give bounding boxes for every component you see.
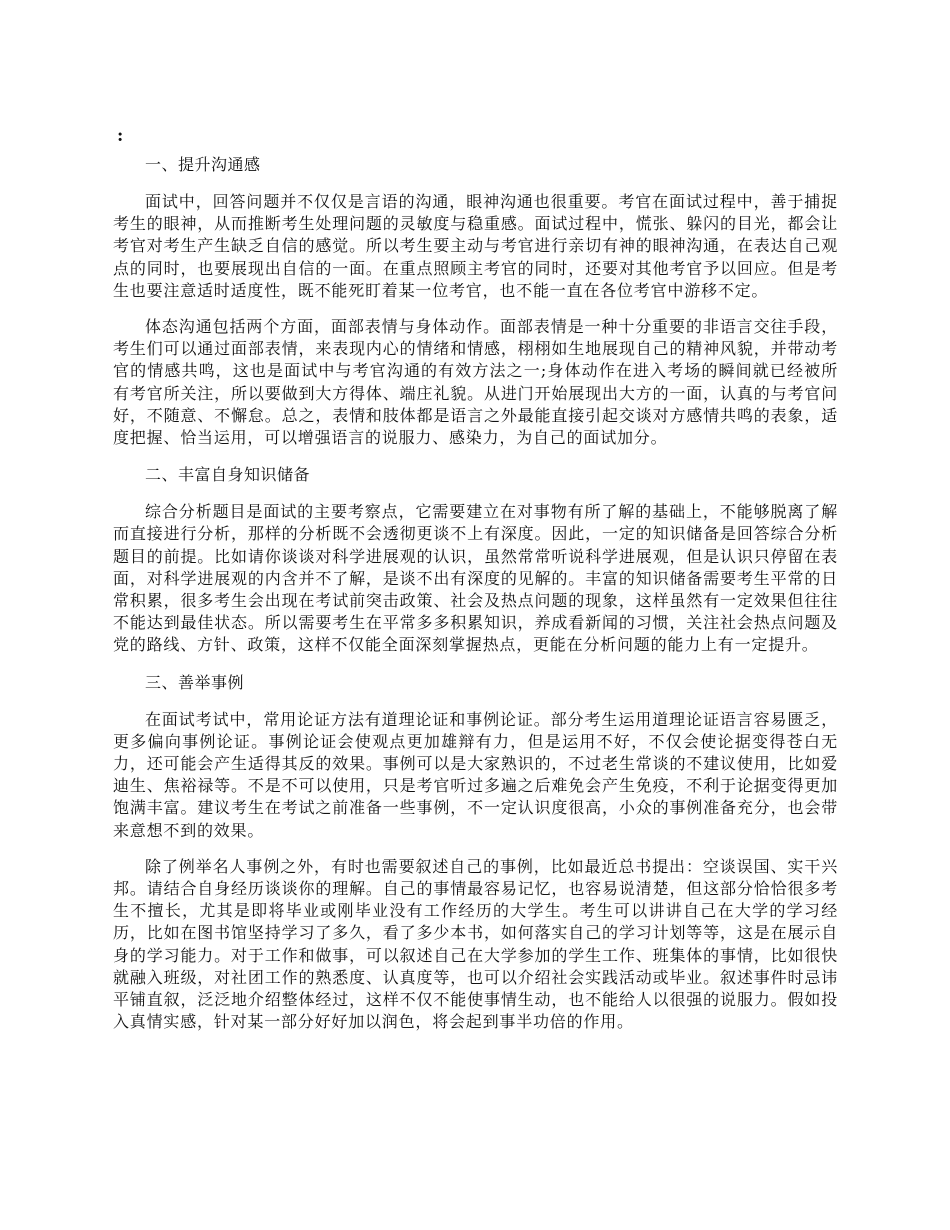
section-heading: 一、提升沟通感 [145, 155, 261, 174]
paragraph: 综合分析题目是面试的主要考察点，它需要建立在对事物有所了解的基础上，不能够脱离了解而直接进行分析，那样的分析既不会透彻更谈不上有深度。因此，一定的知识储备是回答综合分析题目的前提。比如请你谈谈对科学进展观的认识，虽然常常听说科学进展观，但是认识只停留在表面，对科学进展观的内含并不了解，是谈不出有深度的见解的。丰富的知识储备需要考生平常的日常积累，很多考生会出现在考试前突击政策、社会及热点问题的现象，这样虽然有一定效果但往往不能达到最佳状态。所以需要考生在平常多多积累知识，养成看新闻的习惯，关注社会热点问题及党的路线、方针、政策，这样不仅能全面深刻掌握热点，更能在分析问题的能力上有一定提升。 [113, 502, 838, 655]
paragraph: 面试中，回答问题并不仅仅是言语的沟通，眼神沟通也很重要。考官在面试过程中，善于捕捉考生的眼神，从而推断考生处理问题的灵敏度与稳重感。面试过程中，慌张、躲闪的目光，都会让考官对考生产生缺乏自信的感觉。所以考生要主动与考官进行亲切有神的眼神沟通，在表达自己观点的同时，也要展现出自信的一面。在重点照顾主考官的同时，还要对其他考官予以回应。但是考生也要注意适时适度性，既不能死盯着某一位考官，也不能一直在各位考官中游移不定。 [113, 192, 838, 300]
section-heading: 三、善举事例 [145, 672, 245, 692]
paragraph: 在面试考试中，常用论证方法有道理论证和事例论证。部分考生运用道理论证语言容易匮乏，更多偏向事例论证。事例论证会使观点更加雄辩有力，但是运用不好，不仅会使论据变得苍白无力，还可能会产生适得其反的效果。事例可以是大家熟识的，不过老生常谈的不建议使用，比如爱迪生、焦裕禄等。不是不可以使用，只是考官听过多遍之后难免会产生免疫，不利于论据变得更加饱满丰富。建议考生在考试之前准备一些事例，不一定认识度很高，小众的事例准备充分，也会带来意想不到的效果。 [113, 709, 838, 840]
section-heading: 二、丰富自身知识储备 [145, 465, 311, 485]
paragraph: 体态沟通包括两个方面，面部表情与身体动作。面部表情是一种十分重要的非语言交往手段，考生们可以通过面部表情，来表现内心的情绪和情感，栩栩如生地展现自己的精神风貌，并带动考官的情感共鸣，这也是面试中与考官沟通的有效方法之一;身体动作在进入考场的瞬间就已经被所有考官所关注，所以要做到大方得体、端庄礼貌。从进门开始展现出大方的一面，认真的与考官问好，不随意、不懈怠。总之，表情和肢体都是语言之外最能直接引起交谈对方感情共鸣的表象，适度把握、恰当运用，可以增强语言的说服力、感染力，为自己的面试加分。 [113, 317, 838, 448]
section-knowledge [113, 463, 838, 656]
section-communication [113, 153, 838, 449]
paragraph: 除了例举名人事例之外，有时也需要叙述自己的事例，比如最近总书提出：空谈误国、实干兴邦。请结合自身经历谈谈你的理解。自己的事情最容易记忆，也容易说清楚，但这部分恰恰很多考生不擅长，尤其是即将毕业或刚毕业没有工作经历的大学生。考生可以讲讲自己在大学的学习经历，比如在图书馆坚持学习了多久，看了多少本书，如何落实自己的学习计划等等，这是在展示自身的学习能力。对于工作和做事，可以叙述自己在大学参加的学生工作、班集体的事情，比如很快就融入班级，对社团工作的熟悉度、认真度等，也可以介绍社会实践活动或毕业。叙述事件时忌讳平铺直叙，泛泛地介绍整体经过，这样不仅不能使事情生动，也不能给人以很强的说服力。假如投入真情实感，针对某一部分好好加以润色，将会起到事半功倍的作用。 [113, 856, 838, 1032]
section-examples [113, 671, 838, 1034]
lead-mark: : [117, 126, 124, 146]
